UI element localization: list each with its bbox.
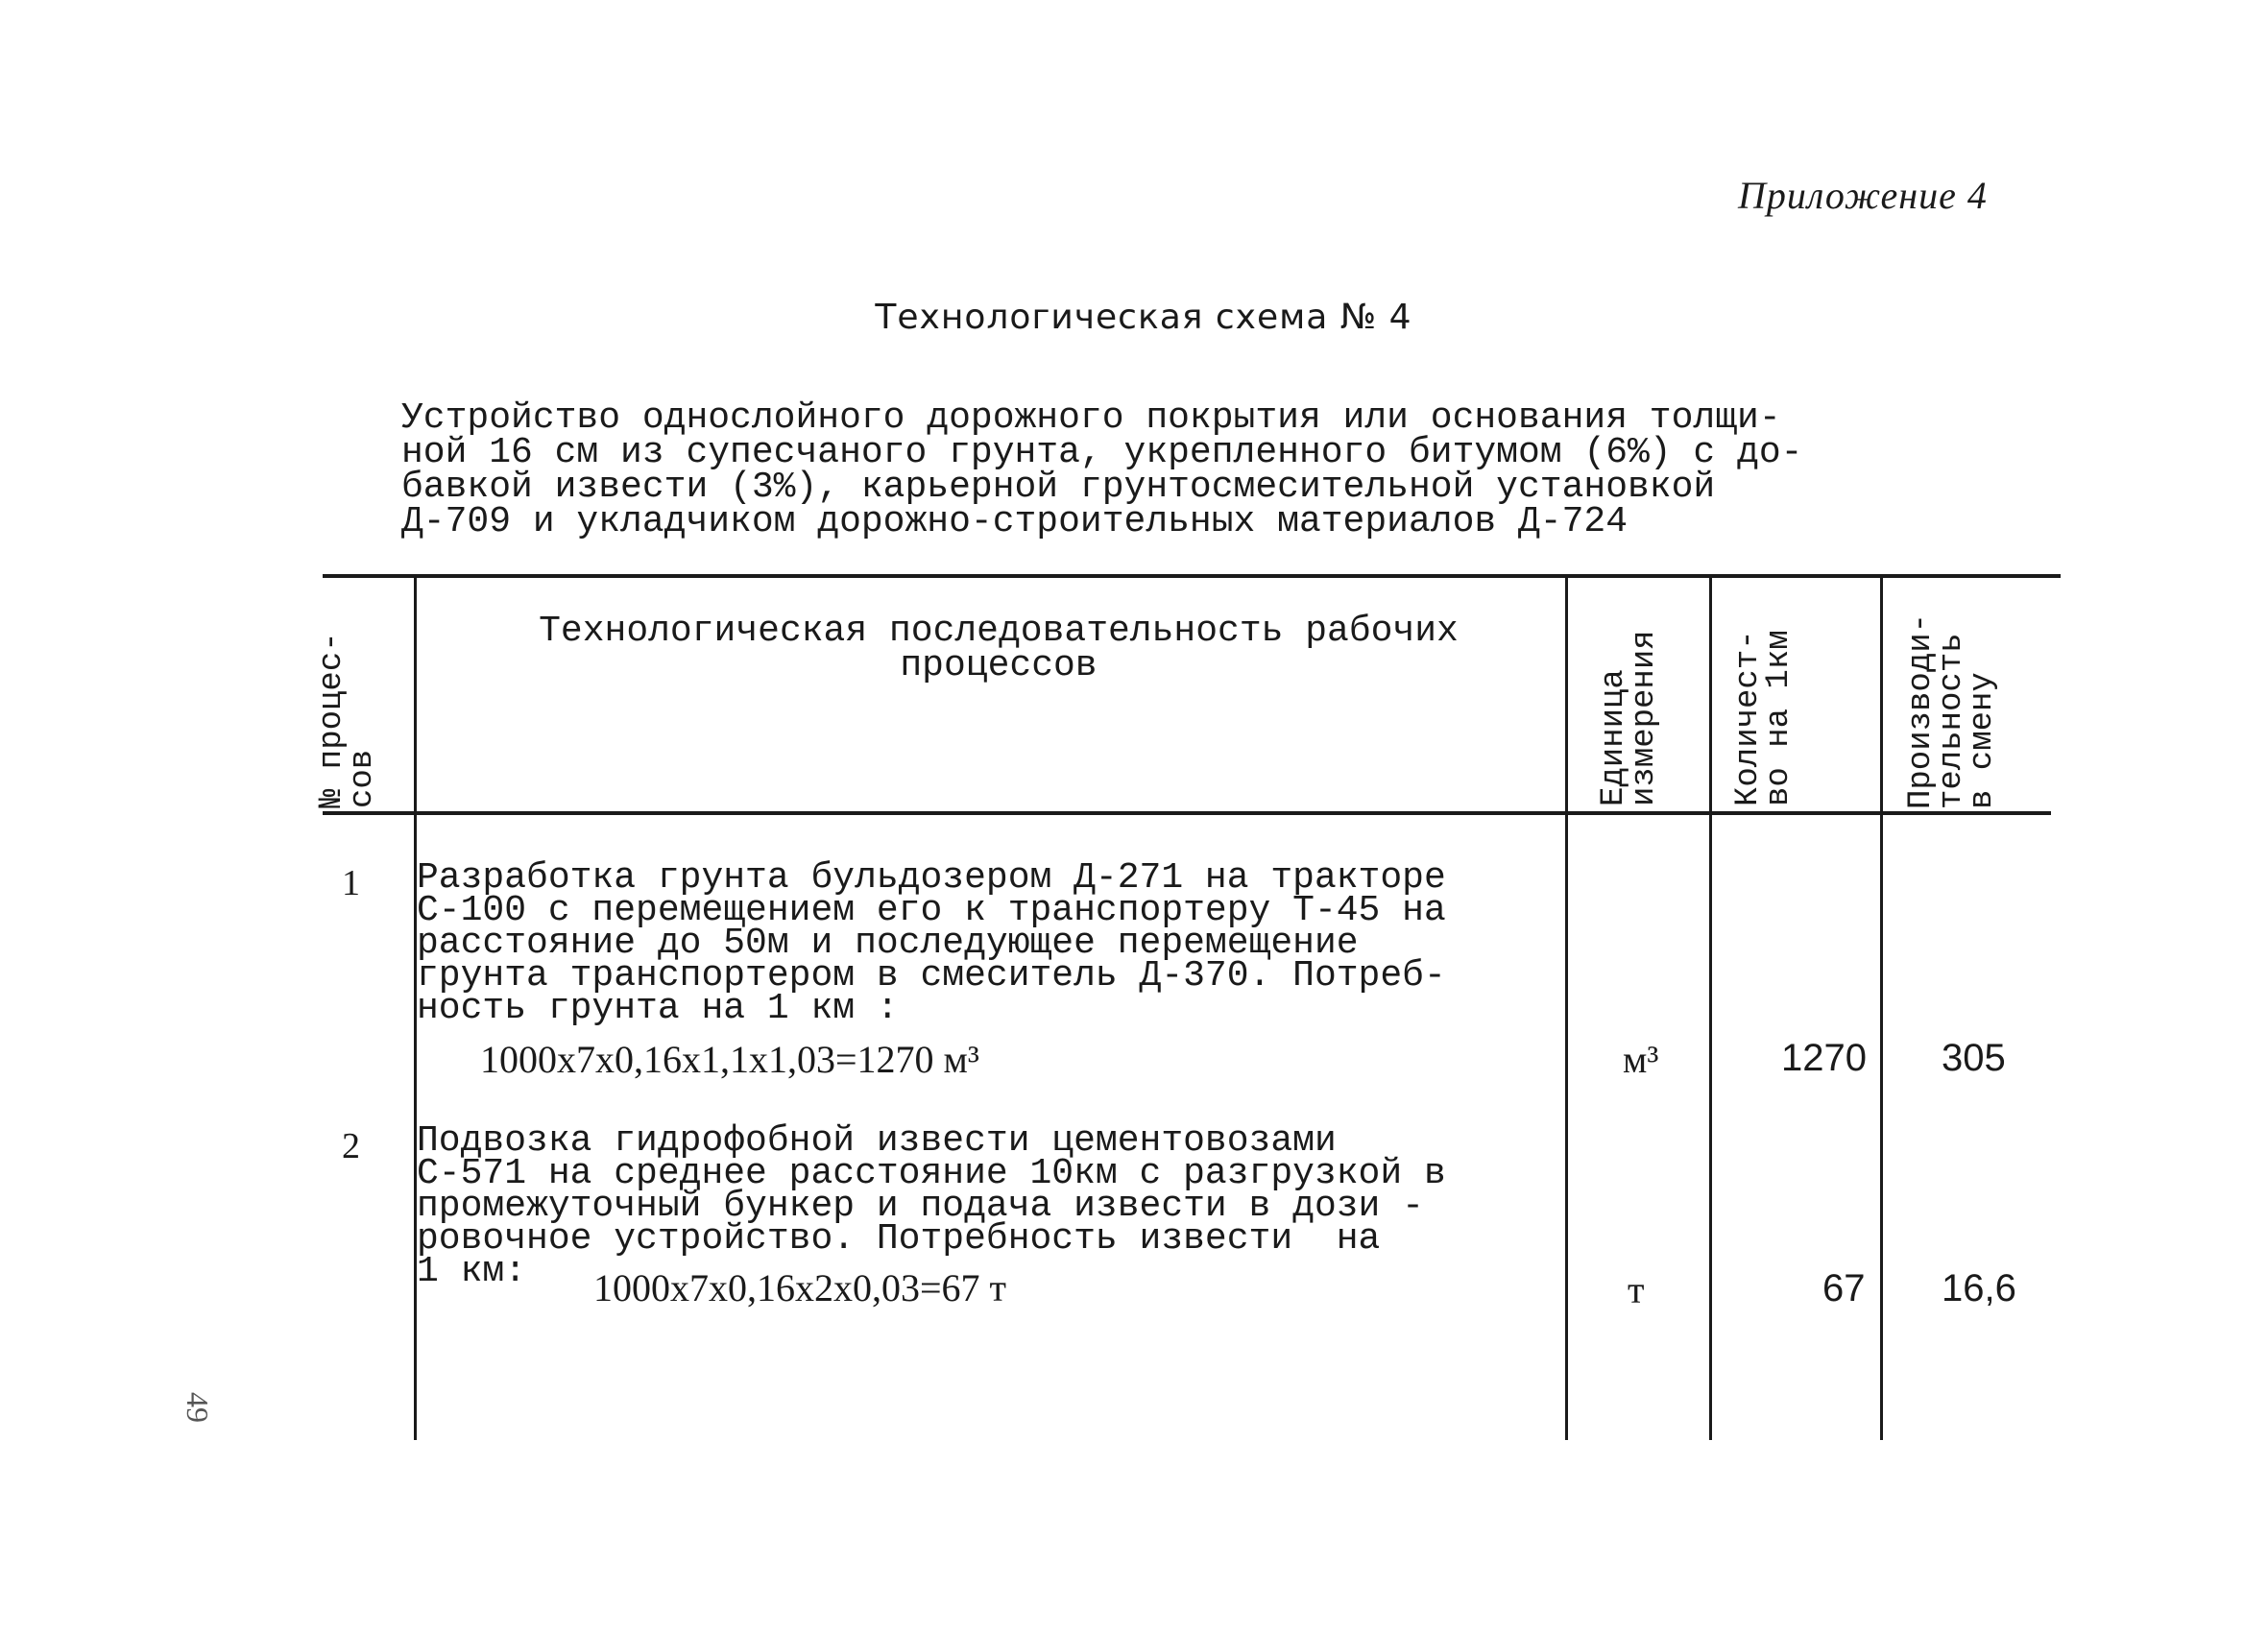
row-unit: т	[1628, 1268, 1645, 1311]
scheme-description: Устройство однослойного дорожного покрытия или основания толщи- ной 16 см из супесчаного грунта, укрепленного битумом (6%) с до- бавкой извести (3%), карьерной грунтосмесительной установкой Д-709 и укладчиком дорожно-строительных материалов Д-724	[401, 397, 1803, 542]
row-unit: м³	[1623, 1038, 1659, 1081]
row-number: 1	[342, 863, 360, 903]
table-header-bottom-rule	[323, 811, 2051, 815]
table-top-rule	[323, 574, 2061, 578]
header-process-number: № процес- сов	[314, 632, 381, 808]
row-process-text: Разработка грунта бульдозером Д-271 на тракторе С-100 с перемещением его к транспортеру Т-45 на расстояние до 50м и последующее перемещение грунта транспортером в смеситель Д-370. Потреб- ность грунта на 1 км :	[417, 857, 1446, 1029]
row-number: 2	[342, 1126, 360, 1166]
header-process-sequence: Технологическая последовательность рабочих процессов	[539, 611, 1459, 686]
appendix-label: Приложение 4	[1738, 174, 1988, 217]
header-quantity: Количест- во на 1км	[1730, 630, 1798, 806]
scheme-title: Технологическая схема № 4	[875, 298, 1412, 337]
header-unit: Единица измерения	[1596, 630, 1663, 806]
page-number: 49	[181, 1392, 215, 1423]
column-divider-3	[1709, 576, 1712, 1440]
row-quantity: 67	[1822, 1267, 1866, 1309]
row-process-text: Подвозка гидрофобной извести цементовозами С-571 на среднее расстояние 10км с разгрузкой в промежуточный бункер и подача извести в дози - ровочное устройство. Потребность извести на 1 км:	[417, 1120, 1446, 1292]
row-productivity: 305	[1942, 1037, 2006, 1079]
column-divider-2	[1565, 576, 1568, 1440]
header-productivity: Производи- тельность в смену	[1903, 612, 2001, 809]
row-productivity: 16,6	[1942, 1267, 2016, 1309]
row-formula: 1000x7x0,16x1,1x1,03=1270 м³	[480, 1038, 979, 1081]
row-quantity: 1270	[1781, 1037, 1867, 1079]
column-divider-4	[1880, 576, 1883, 1440]
row-formula: 1000x7x0,16x2x0,03=67 т	[593, 1266, 1007, 1309]
